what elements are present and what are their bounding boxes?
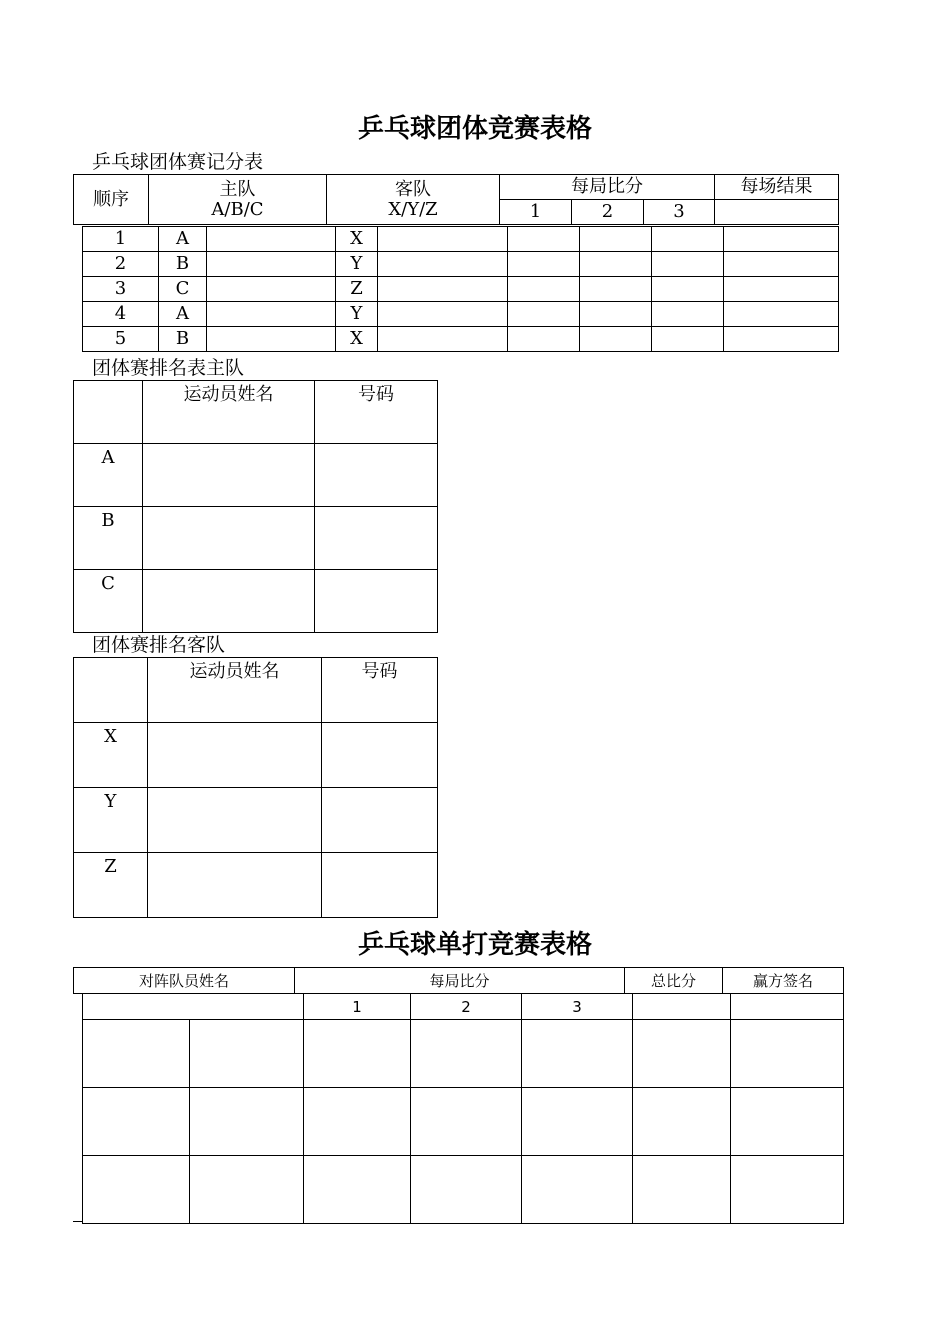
match-result-cell[interactable] (724, 302, 839, 327)
winner-signature-cell[interactable] (731, 1156, 844, 1224)
away-player-cell[interactable] (378, 302, 508, 327)
player-1-cell[interactable] (83, 1088, 190, 1156)
position-cell: Y (74, 788, 148, 853)
order-cell: 4 (83, 302, 159, 327)
game-2-score-cell[interactable] (580, 252, 652, 277)
player-2-cell[interactable] (190, 1088, 304, 1156)
table-row (83, 252, 839, 277)
home-position-cell: C (159, 277, 207, 302)
game-1-score-cell[interactable] (304, 1156, 411, 1224)
match-result-subheader (715, 200, 839, 225)
player-number-cell[interactable] (322, 853, 438, 918)
position-cell: Z (74, 853, 148, 918)
home-position-cell: A (159, 302, 207, 327)
winner-signature-header: 赢方签名 (723, 968, 844, 994)
table-row (83, 327, 839, 352)
player-name-cell[interactable] (148, 723, 322, 788)
game-3-header: 3 (522, 994, 633, 1020)
player-number-cell[interactable] (315, 570, 438, 633)
match-result-header: 每场结果 (715, 175, 839, 200)
order-cell: 5 (83, 327, 159, 352)
game-1-score-cell[interactable] (508, 327, 580, 352)
home-position-cell: B (159, 252, 207, 277)
winner-signature-cell[interactable] (731, 1088, 844, 1156)
score-table-body (82, 226, 839, 352)
team-form-title: 乒乓球团体竞赛表格 (357, 114, 592, 144)
match-result-cell[interactable] (724, 227, 839, 252)
blank-header-cell (74, 658, 148, 723)
singles-form-title: 乒乓球单打竞赛表格 (357, 930, 592, 960)
table-row (74, 570, 438, 633)
match-result-cell[interactable] (724, 327, 839, 352)
player-number-cell[interactable] (315, 507, 438, 570)
game-1-score-cell[interactable] (304, 1020, 411, 1088)
winner-signature-subheader (731, 994, 844, 1020)
away-position-cell: Y (336, 252, 378, 277)
table-row (74, 444, 438, 507)
table-edge-mark (73, 1221, 82, 1222)
away-player-cell[interactable] (378, 277, 508, 302)
total-score-cell[interactable] (633, 1156, 731, 1224)
game-3-score-cell[interactable] (652, 327, 724, 352)
game-2-header: 2 (572, 200, 644, 225)
table-row (74, 507, 438, 570)
game-3-score-cell[interactable] (522, 1156, 633, 1224)
player-2-cell[interactable] (190, 1020, 304, 1088)
away-position-cell: X (336, 227, 378, 252)
game-scores-header: 每局比分 (500, 175, 715, 200)
table-row (74, 788, 438, 853)
game-1-score-cell[interactable] (508, 277, 580, 302)
game-3-score-cell[interactable] (652, 302, 724, 327)
score-table-caption: 乒乓球团体赛记分表 (92, 151, 264, 173)
away-player-cell[interactable] (378, 227, 508, 252)
home-ranking-caption: 团体赛排名表主队 (92, 357, 245, 379)
player-name-header: 运动员姓名 (143, 381, 315, 444)
singles-header-table (73, 967, 844, 994)
home-ranking-table (73, 380, 438, 633)
away-ranking-table (73, 657, 438, 918)
player-number-cell[interactable] (315, 444, 438, 507)
game-2-score-cell[interactable] (411, 1156, 522, 1224)
table-row (83, 227, 839, 252)
home-player-cell[interactable] (207, 302, 336, 327)
game-scores-header: 每局比分 (295, 968, 625, 994)
match-result-cell[interactable] (724, 277, 839, 302)
position-cell: B (74, 507, 143, 570)
blank-header-cell (74, 381, 143, 444)
position-cell: C (74, 570, 143, 633)
total-score-cell[interactable] (633, 1088, 731, 1156)
order-cell: 2 (83, 252, 159, 277)
game-1-header: 1 (500, 200, 572, 225)
game-2-score-cell[interactable] (411, 1020, 522, 1088)
game-2-score-cell[interactable] (411, 1088, 522, 1156)
order-cell: 3 (83, 277, 159, 302)
away-position-cell: Y (336, 302, 378, 327)
table-row (83, 302, 839, 327)
total-score-header: 总比分 (625, 968, 723, 994)
opponents-header: 对阵队员姓名 (74, 968, 295, 994)
away-position-cell: X (336, 327, 378, 352)
player-name-cell[interactable] (148, 788, 322, 853)
game-1-header: 1 (304, 994, 411, 1020)
game-1-score-cell[interactable] (508, 302, 580, 327)
game-1-score-cell[interactable] (508, 227, 580, 252)
player-number-cell[interactable] (322, 788, 438, 853)
match-result-cell[interactable] (724, 252, 839, 277)
away-ranking-caption: 团体赛排名客队 (92, 634, 226, 656)
order-cell: 1 (83, 227, 159, 252)
table-row (83, 1088, 844, 1156)
table-row (74, 658, 438, 723)
home-player-cell[interactable] (207, 227, 336, 252)
home-position-cell: B (159, 327, 207, 352)
home-team-header (149, 175, 327, 225)
player-name-cell[interactable] (143, 570, 315, 633)
player-number-header: 号码 (322, 658, 438, 723)
singles-subheader-table (82, 993, 844, 1020)
order-header: 顺序 (74, 175, 149, 225)
home-player-cell[interactable] (207, 277, 336, 302)
game-1-score-cell[interactable] (508, 252, 580, 277)
position-cell: A (74, 444, 143, 507)
total-score-cell[interactable] (633, 1020, 731, 1088)
score-table-header (73, 174, 839, 225)
player-name-cell[interactable] (143, 444, 315, 507)
player-number-cell[interactable] (322, 723, 438, 788)
player-2-cell[interactable] (190, 1156, 304, 1224)
player-name-header: 运动员姓名 (148, 658, 322, 723)
away-player-cell[interactable] (378, 252, 508, 277)
home-team-sublabel: A/B/C (211, 198, 264, 220)
away-team-label: 客队 (395, 178, 431, 200)
home-position-cell: A (159, 227, 207, 252)
opponents-subheader (83, 994, 304, 1020)
game-2-score-cell[interactable] (580, 327, 652, 352)
player-name-cell[interactable] (143, 507, 315, 570)
player-1-cell[interactable] (83, 1156, 190, 1224)
singles-body-table (82, 1019, 844, 1224)
table-row (74, 723, 438, 788)
away-team-sublabel: X/Y/Z (388, 198, 438, 220)
table-row (83, 277, 839, 302)
winner-signature-cell[interactable] (731, 1020, 844, 1088)
home-player-cell[interactable] (207, 252, 336, 277)
game-3-score-cell[interactable] (522, 1088, 633, 1156)
table-row (83, 1020, 844, 1088)
player-number-header: 号码 (315, 381, 438, 444)
table-row (74, 381, 438, 444)
game-2-score-cell[interactable] (580, 302, 652, 327)
game-1-score-cell[interactable] (304, 1088, 411, 1156)
player-1-cell[interactable] (83, 1020, 190, 1088)
player-name-cell[interactable] (148, 853, 322, 918)
away-player-cell[interactable] (378, 327, 508, 352)
game-3-score-cell[interactable] (652, 277, 724, 302)
table-row (83, 1156, 844, 1224)
game-2-score-cell[interactable] (580, 227, 652, 252)
away-team-header (327, 175, 500, 225)
game-2-score-cell[interactable] (580, 277, 652, 302)
home-team-label: 主队 (219, 178, 256, 200)
total-score-subheader (633, 994, 731, 1020)
home-player-cell[interactable] (207, 327, 336, 352)
game-3-score-cell[interactable] (652, 227, 724, 252)
game-3-header: 3 (644, 200, 715, 225)
position-cell: X (74, 723, 148, 788)
game-3-score-cell[interactable] (522, 1020, 633, 1088)
game-2-header: 2 (411, 994, 522, 1020)
game-3-score-cell[interactable] (652, 252, 724, 277)
table-row (74, 853, 438, 918)
away-position-cell: Z (336, 277, 378, 302)
